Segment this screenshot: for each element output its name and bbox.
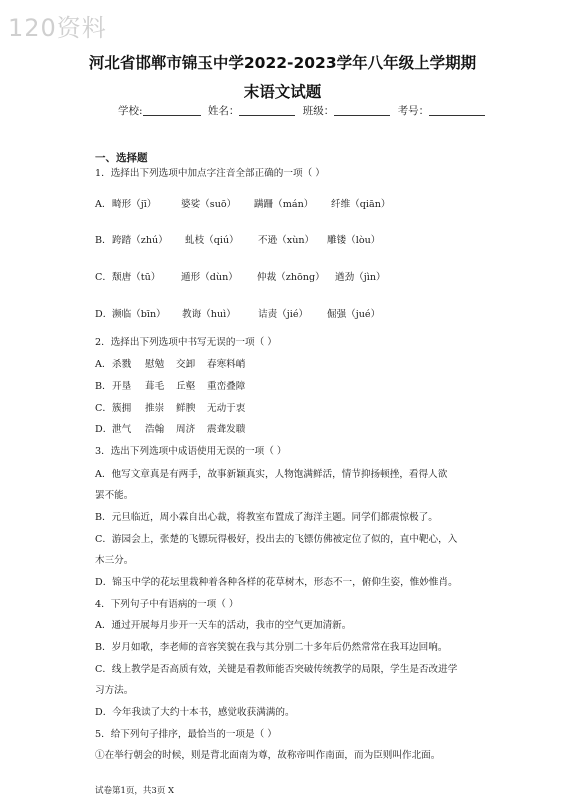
q1-a-item: 纤维（qiān） [331,199,391,210]
q3-option-a-line1: A．他写文章真是有两手，故事新颖真实，人物饱满鲜活，情节抑扬顿挫，看得人欲 [95,469,448,480]
exam-title-line1: 河北省邯郸市锦玉中学2022-2023学年八年级上学期期 [88,54,477,72]
q1-a-item: 畸形（jī） [112,199,157,210]
q1-option-c-label: C． [95,272,112,283]
q2-a-item: 春寒料峭 [207,359,246,370]
q3-option-c-line1: C．游园会上，张楚的飞镖玩得极好，投出去的飞镖仿佛被定位了似的，直中靶心，入 [95,534,458,545]
q1-a-item: 婆娑（suō） [181,199,237,210]
q3-option-d: D．锦玉中学的花坛里栽种着各种各样的花草树木，形态不一，俯仰生姿，惟妙惟肖。 [95,577,458,588]
q2-d-item: 周济 [176,424,196,435]
q1-b-item: 虬枝（qiú） [185,235,239,246]
q1-b-item: 雕镂（lòu） [327,235,381,246]
question-4-stem: 4．下列句子中有语病的一项（ ） [95,599,239,610]
section-heading: 一、选择题 [95,152,148,164]
q1-c-item: 仲裁（zhōng） [257,272,325,283]
q1-c-item: 遁形（dùn） [181,272,238,283]
q4-option-c-line1: C．线上教学是否高质有效，关键是看教师能否突破传统教学的局限，学生是否改进学 [95,664,458,675]
q2-c-item: 簇拥 [112,403,132,414]
q2-c-item: 推崇 [145,403,165,414]
q4-option-d: D．今年我读了大约十本书，感觉收获满满的。 [95,707,295,718]
q2-b-item: 葺毛 [145,381,165,392]
watermark: 120资料 [8,14,107,42]
question-3-stem: 3．选出下列选项中成语使用无误的一项（ ） [95,446,287,457]
name-blank[interactable] [239,105,295,116]
q3-option-a-line2: 罢不能。 [95,490,134,501]
q2-b-item: 开垦 [112,381,132,392]
exam-number-label: 考号： [397,105,430,117]
question-5-stem: 5．给下列句子排序，最恰当的一项是（ ） [95,729,277,740]
q3-option-c-line2: 木三分。 [95,555,134,566]
q1-d-item: 倔强（jué） [327,309,381,320]
q3-option-b: B．元旦临近，周小霖自出心裁，将教室布置成了海洋主题。同学们都震惊极了。 [95,512,438,523]
class-label: 班级： [302,105,335,117]
q1-b-item: 跨踏（zhú） [112,235,168,246]
question-1-stem: 1．选择出下列选项中加点字注音全部正确的一项（ ） [95,168,325,179]
q2-d-item: 泄气 [112,424,132,435]
q4-option-a: A．通过开展每月步开一天车的活动，我市的空气更加清新。 [95,620,352,631]
q2-option-c-label: C． [95,403,112,414]
q1-b-item: 不逊（xùn） [258,235,315,246]
q2-a-item: 杀戮 [112,359,132,370]
student-info-line [118,103,485,118]
school-blank[interactable] [143,105,201,116]
q2-a-item: 交卸 [176,359,196,370]
q1-c-item: 遒劲（jìn） [335,272,386,283]
exam-title-line2: 末语文试题 [243,83,322,101]
question-2-stem: 2．选择出下列选项中书写无误的一项（ ） [95,337,277,348]
q1-option-a-label: A． [95,199,112,210]
q1-d-item: 濒临（bīn） [112,309,166,320]
q1-option-b-label: B． [95,235,112,246]
class-blank[interactable] [334,105,390,116]
q2-option-d-label: D． [95,424,113,435]
q1-d-item: 诘责（jié） [258,309,309,320]
q1-d-item: 教诲（huì） [182,309,236,320]
name-label: 姓名： [207,105,240,117]
q4-option-c-line2: 习方法。 [95,685,134,696]
q2-c-item: 鲜腴 [176,403,196,414]
q2-d-item: 浩翰 [145,424,165,435]
q1-a-item: 蹒跚（mán） [254,199,314,210]
q2-a-item: 慰勉 [145,359,165,370]
q2-b-item: 丘壑 [176,381,196,392]
q2-option-a-label: A． [95,359,112,370]
q2-b-item: 重峦叠障 [207,381,246,392]
page-footer: 试卷第1页，共3页 X [95,786,175,796]
q1-c-item: 颓唐（tū） [112,272,161,283]
exam-number-blank[interactable] [429,105,485,116]
q2-option-b-label: B． [95,381,112,392]
school-label: 学校: [118,105,143,117]
q4-option-b: B．岁月如歌，李老师的音容笑貌在我与其分别二十多年后仍然常常在我耳边回响。 [95,642,448,653]
q2-d-item: 震聋发聩 [207,424,246,435]
q1-option-d-label: D． [95,309,113,320]
q2-c-item: 无动于衷 [207,403,246,414]
q5-sentence-1: ①在举行朝会的时候，则是背北面南为尊，故称帝叫作南面，而为臣则叫作北面。 [95,750,441,761]
